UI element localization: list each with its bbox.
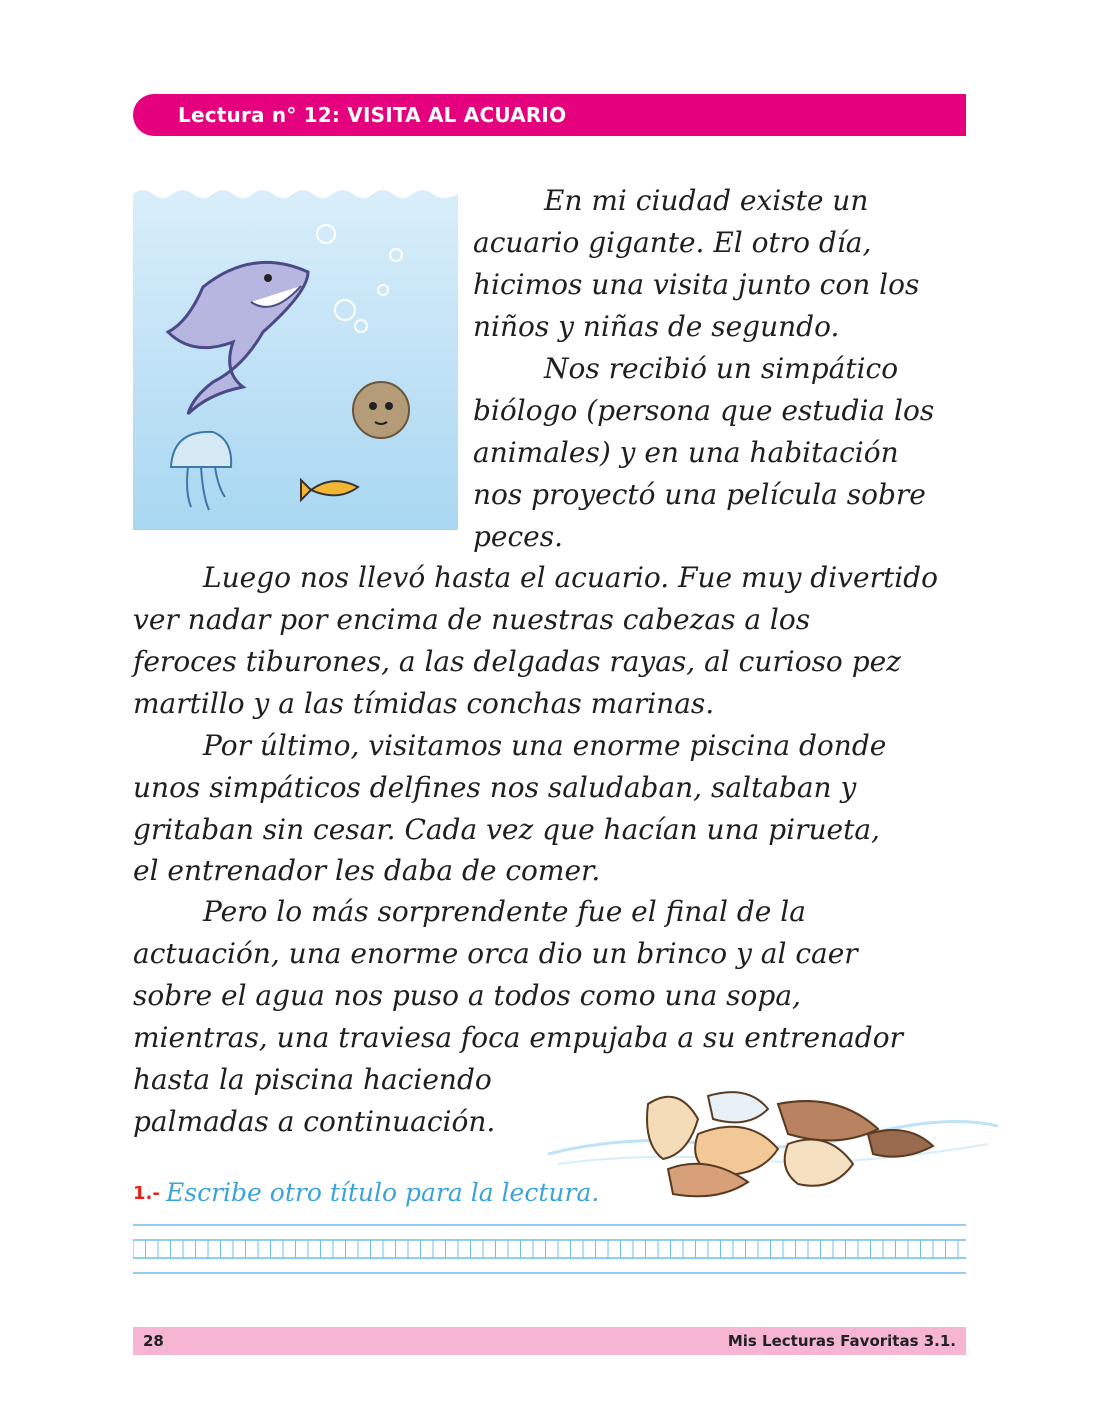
reading-line: sobre el agua nos puso a todos como una sopa, — [133, 979, 801, 1012]
exercise-prompt: Escribe otro título para la lectura. — [166, 1178, 600, 1207]
book-title: Mis Lecturas Favoritas 3.1. — [727, 1332, 956, 1350]
reading-line: martillo y a las tímidas conchas marinas. — [133, 687, 715, 720]
reading-line: feroces tiburones, a las delgadas rayas, al curioso pez — [133, 645, 901, 678]
reading-line: palmadas a continuación. — [133, 1105, 496, 1138]
reading-line: el entrenador les daba de comer. — [133, 854, 601, 887]
page-number: 28 — [143, 1332, 164, 1350]
exercise-number: 1.- — [133, 1183, 160, 1204]
reading-line: gritaban sin cesar. Cada vez que hacían una pirueta, — [133, 813, 880, 846]
reading-line: actuación, una enorme orca dio un brinco y al caer — [133, 937, 858, 970]
reading-line: Luego nos llevó hasta el acuario. Fue muy divertido — [203, 561, 938, 594]
reading-line: hicimos una visita junto con los — [473, 268, 920, 301]
reading-line: unos simpáticos delfines nos saludaban, saltaban y — [133, 771, 857, 804]
answer-writing-lines[interactable] — [133, 1224, 966, 1274]
shell-icon — [647, 1092, 933, 1196]
reading-line: Pero lo más sorprendente fue el final de la — [203, 895, 806, 928]
title-banner — [133, 94, 966, 136]
reading-line: biólogo (persona que estudia los — [473, 394, 935, 427]
reading-line: ver nadar por encima de nuestras cabezas a los — [133, 603, 811, 636]
reading-line: En mi ciudad existe un — [544, 184, 869, 217]
reading-line: niños y niñas de segundo. — [473, 310, 840, 343]
reading-line: Nos recibió un simpático — [544, 352, 899, 385]
reading-line: animales) y en una habitación — [473, 436, 899, 469]
reading-line: peces. — [473, 520, 564, 553]
reading-line: hasta la piscina haciendo — [133, 1063, 492, 1096]
aquarium-illustration — [133, 182, 458, 530]
seashells-illustration — [548, 1074, 998, 1206]
reading-line: Por último, visitamos una enorme piscina donde — [203, 729, 887, 762]
reading-line: mientras, una traviesa foca empujaba a su entrenador — [133, 1021, 903, 1054]
page-title: Lectura n° 12: VISITA AL ACUARIO — [178, 103, 567, 127]
reading-line: acuario gigante. El otro día, — [473, 226, 872, 259]
page-footer — [133, 1327, 966, 1355]
pufferfish-icon — [353, 382, 409, 438]
reading-line: nos proyectó una película sobre — [473, 478, 926, 511]
